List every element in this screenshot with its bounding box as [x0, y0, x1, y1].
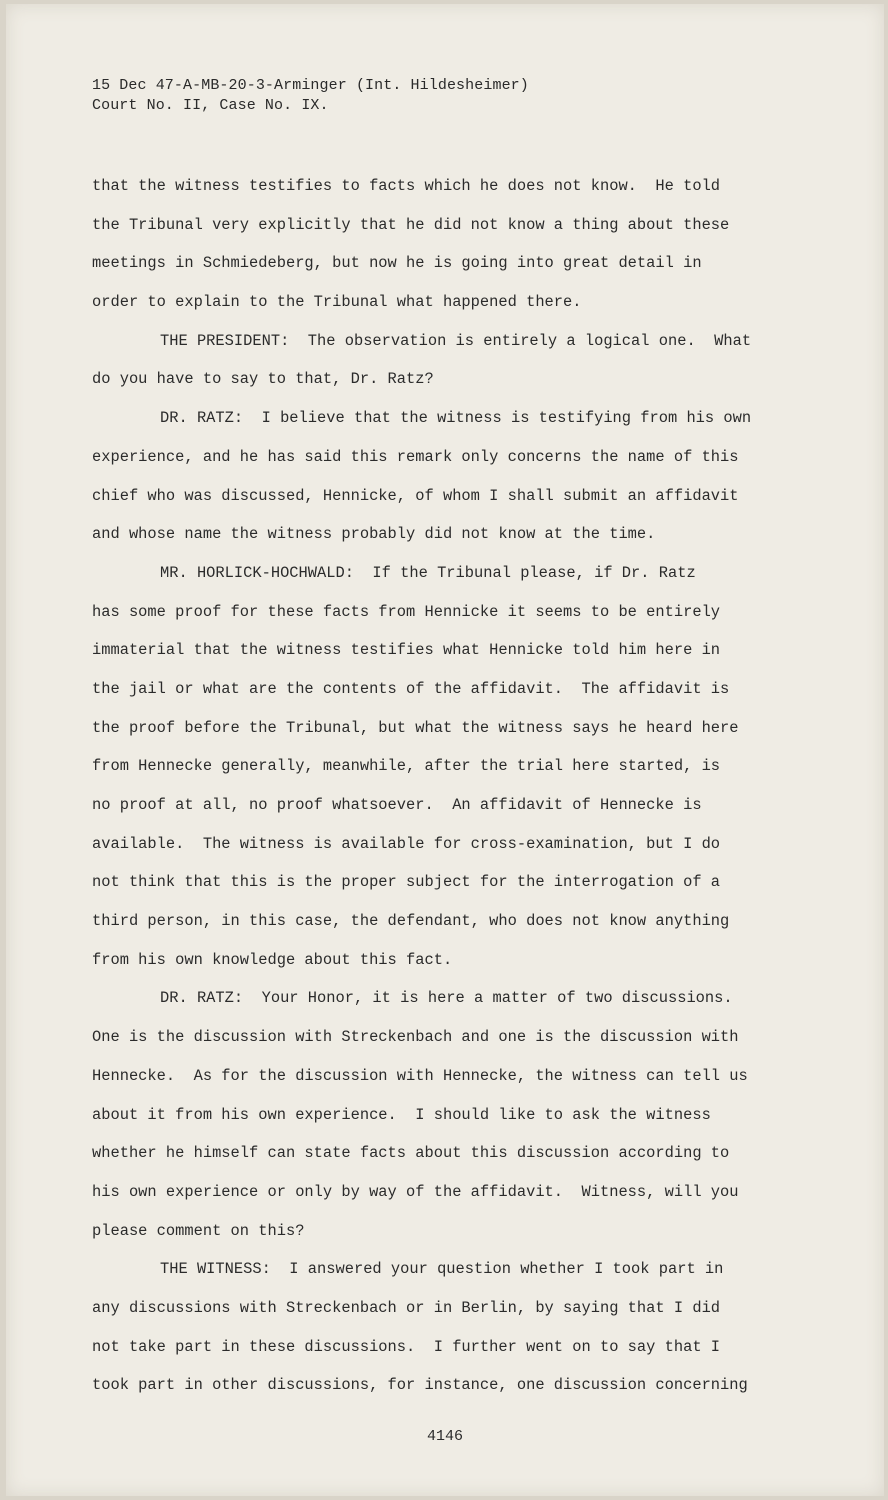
transcript-line: from Hennecke generally, meanwhile, after the trial here started, is	[92, 757, 721, 776]
transcript-line: available. The witness is available for cross-examination, but I do	[92, 834, 721, 853]
transcript-line: please comment on this?	[92, 1221, 305, 1240]
transcript-line: third person, in this case, the defendant, who does not know anything	[92, 912, 730, 931]
transcript-line: chief who was discussed, Hennicke, of whom I shall submit an affidavit	[92, 486, 739, 505]
transcript-body	[92, 167, 792, 1405]
transcript-line: took part in other discussions, for instance, one discussion concerning	[92, 1376, 748, 1395]
transcript-line: experience, and he has said this remark only concerns the name of this	[92, 447, 739, 466]
transcript-line: the proof before the Tribunal, but what the witness says he heard here	[92, 718, 739, 737]
transcript-line: MR. HORLICK-HOCHWALD: If the Tribunal please, if Dr. Ratz	[160, 563, 696, 582]
transcript-line: has some proof for these facts from Hennicke it seems to be entirely	[92, 602, 721, 621]
transcript-line: THE PRESIDENT: The observation is entirely a logical one. What	[160, 331, 752, 350]
transcript-line: that the witness testifies to facts which he does not know. He told	[92, 177, 721, 195]
transcript-line: One is the discussion with Streckenbach and one is the discussion with	[92, 1028, 739, 1047]
transcript-line: and whose name the witness probably did not know at the time.	[92, 525, 656, 544]
transcript-line: DR. RATZ: I believe that the witness is testifying from his own	[160, 409, 752, 428]
page-number: 4146	[426, 1428, 463, 1445]
transcript-line: about it from his own experience. I should like to ask the witness	[92, 1105, 711, 1124]
transcript-line: no proof at all, no proof whatsoever. An affidavit of Hennecke is	[92, 796, 702, 814]
header-court-line: Court No. II, Case No. IX.	[92, 97, 329, 114]
transcript-line: do you have to say to that, Dr. Ratz?	[92, 370, 434, 389]
transcript-line: the Tribunal very explicitly that he did not know a thing about these	[92, 215, 730, 234]
document-header	[92, 76, 529, 116]
transcript-line: whether he himself can state facts about this discussion according to	[92, 1144, 730, 1163]
transcript-line: his own experience or only by way of the affidavit. Witness, will you	[92, 1182, 739, 1201]
transcript-line: not take part in these discussions. I further went on to say that I	[92, 1337, 721, 1356]
header-session-line: 15 Dec 47-A-MB-20-3-Arminger (Int. Hildesheimer)	[92, 77, 529, 94]
transcript-line: any discussions with Streckenbach or in Berlin, by saying that I did	[92, 1298, 721, 1317]
transcript-line: from his own knowledge about this fact.	[92, 950, 453, 969]
transcript-line: meetings in Schmiedeberg, but now he is going into great detail in	[92, 254, 702, 273]
transcript-line: the jail or what are the contents of the affidavit. The affidavit is	[92, 679, 730, 698]
document-page	[6, 4, 884, 1496]
transcript-line: immaterial that the witness testifies what Hennicke told him here in	[92, 641, 721, 660]
transcript-line: order to explain to the Tribunal what happened there.	[92, 293, 582, 312]
transcript-line: THE WITNESS: I answered your question whether I took part in	[160, 1260, 724, 1279]
transcript-line: DR. RATZ: Your Honor, it is here a matter of two discussions.	[160, 989, 733, 1008]
transcript-line: Hennecke. As for the discussion with Hennecke, the witness can tell us	[92, 1066, 748, 1085]
transcript-line: not think that this is the proper subject for the interrogation of a	[92, 873, 721, 892]
